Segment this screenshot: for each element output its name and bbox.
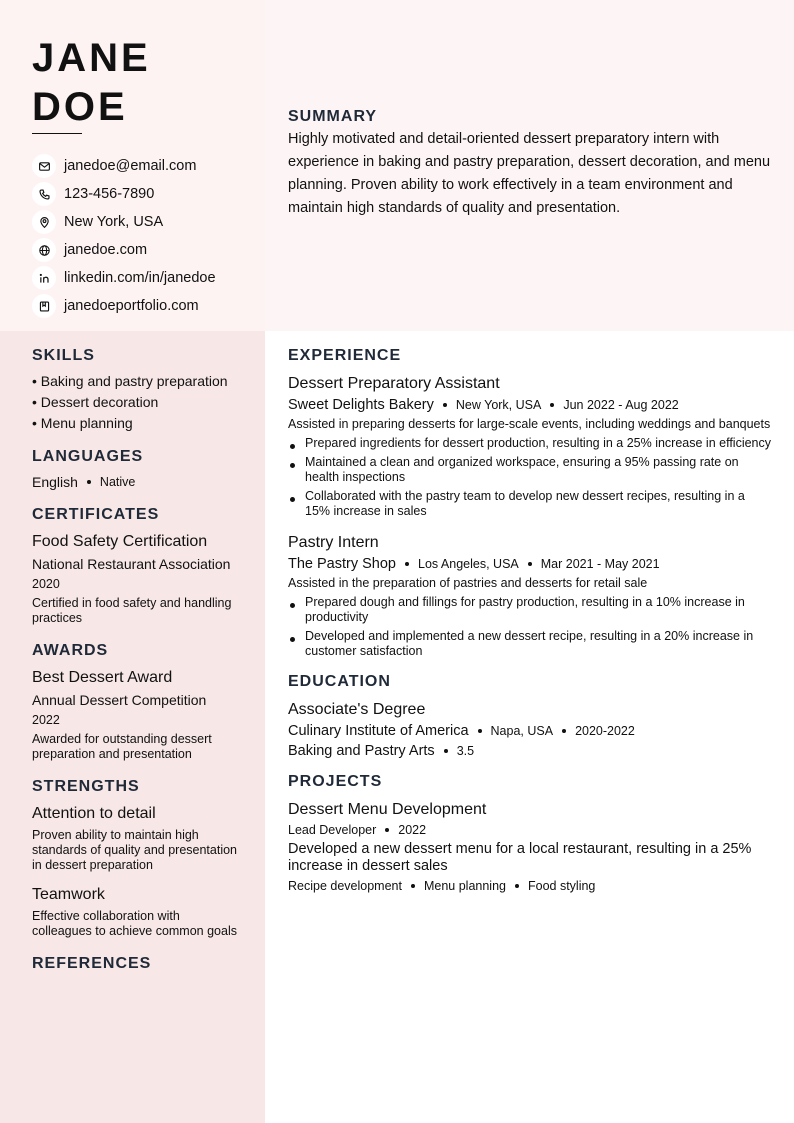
main-content [288, 347, 773, 907]
certificates-heading: CERTIFICATES [32, 506, 160, 523]
job-title: Dessert Preparatory Assistant [288, 375, 500, 392]
languages-section [32, 448, 242, 490]
job-dates: Mar 2021 - May 2021 [540, 557, 660, 571]
education-field-row [288, 743, 773, 759]
references-heading: REFERENCES [32, 955, 152, 972]
separator-dot [444, 749, 448, 753]
globe-icon [32, 238, 56, 262]
awards-heading: AWARDS [32, 642, 109, 659]
job-location: New York, USA [455, 398, 542, 412]
contact-portfolio[interactable] [32, 292, 216, 320]
job-company: The Pastry Shop [288, 556, 396, 572]
portfolio-icon [32, 294, 56, 318]
certificate-description: Certified in food safety and handling practices [32, 596, 232, 625]
contact-website[interactable] [32, 236, 216, 264]
phone-icon [32, 182, 56, 206]
strengths-heading: STRENGTHS [32, 778, 140, 795]
education-section [288, 673, 773, 759]
job-title: Pastry Intern [288, 534, 379, 551]
job-bullet: Collaborated with the pastry team to develop new dessert recipes, resulting in a 15% increase in sales [288, 489, 773, 519]
contact-list [32, 152, 216, 320]
education-degree: Associate's Degree [288, 701, 426, 718]
separator-dot [405, 562, 409, 566]
education-gpa: 3.5 [456, 744, 475, 758]
job-bullets [288, 595, 773, 659]
job-description: Assisted in the preparation of pastries and desserts for retail sale [288, 576, 648, 590]
award-name: Best Dessert Award [32, 669, 173, 686]
job-dates: Jun 2022 - Aug 2022 [563, 398, 679, 412]
education-school: Culinary Institute of America [288, 723, 469, 739]
award-issuer: Annual Dessert Competition [32, 692, 207, 708]
project-role: Lead Developer [288, 823, 377, 837]
award-year: 2022 [32, 713, 60, 727]
certificate-name: Food Safety Certification [32, 533, 208, 550]
separator-dot [515, 884, 519, 888]
references-section [32, 955, 242, 973]
sidebar-content [32, 347, 242, 989]
experience-section [288, 347, 773, 659]
awards-section [32, 642, 242, 762]
job-entry [288, 533, 773, 659]
job-bullets [288, 436, 773, 519]
award-description: Awarded for outstanding dessert preparation and presentation [32, 732, 212, 761]
strengths-section [32, 778, 242, 939]
job-company: Sweet Delights Bakery [288, 397, 434, 413]
language-item [32, 474, 242, 490]
separator-dot [385, 828, 389, 832]
location-pin-icon [32, 210, 56, 234]
summary-heading: SUMMARY [288, 108, 378, 125]
skills-section [32, 347, 242, 432]
strength-name: Teamwork [32, 886, 105, 903]
separator-dot [550, 403, 554, 407]
contact-linkedin[interactable] [32, 264, 216, 292]
project-tags [288, 879, 773, 893]
separator-dot [443, 403, 447, 407]
name-line-last: DOE [32, 85, 128, 129]
job-bullet: Developed and implemented a new dessert recipe, resulting in a 20% increase in customer satisfaction [288, 629, 773, 659]
job-description: Assisted in preparing desserts for large-scale events, including weddings and banquets [288, 417, 771, 431]
skill-item: • Dessert decoration [32, 394, 159, 410]
certificate-year: 2020 [32, 577, 60, 591]
job-meta [288, 556, 773, 572]
education-dates: 2020-2022 [575, 724, 635, 738]
skill-item: • Menu planning [32, 415, 133, 431]
project-year: 2022 [398, 823, 427, 837]
languages-heading: LANGUAGES [32, 448, 144, 465]
job-bullet: Prepared ingredients for dessert production, resulting in a 25% increase in efficiency [288, 436, 773, 451]
contact-phone[interactable] [32, 180, 216, 208]
projects-heading: PROJECTS [288, 773, 383, 790]
education-location: Napa, USA [490, 724, 554, 738]
skill-item: • Baking and pastry preparation [32, 373, 228, 389]
contact-email-text: janedoe@email.com [64, 158, 197, 174]
contact-phone-text: 123-456-7890 [64, 186, 155, 202]
contact-location [32, 208, 216, 236]
summary-section [288, 108, 773, 220]
separator-dot [562, 729, 566, 733]
separator-dot [478, 729, 482, 733]
job-bullet: Prepared dough and fillings for pastry production, resulting in a 10% increase in productivity [288, 595, 773, 625]
name-line-first: JANE [32, 36, 151, 80]
education-field: Baking and Pastry Arts [288, 743, 435, 759]
mail-icon [32, 154, 56, 178]
project-tag: Food styling [527, 879, 596, 893]
contact-email[interactable] [32, 152, 216, 180]
separator-dot [411, 884, 415, 888]
job-location: Los Angeles, USA [418, 557, 519, 571]
name-divider [32, 133, 82, 134]
contact-linkedin-text: linkedin.com/in/janedoe [64, 270, 216, 286]
education-meta [288, 723, 773, 739]
job-meta [288, 397, 773, 413]
job-entry [288, 374, 773, 519]
strength-description: Effective collaboration with colleagues to achieve common goals [32, 909, 237, 938]
experience-heading: EXPERIENCE [288, 347, 402, 364]
project-meta [288, 823, 773, 837]
project-description: Developed a new dessert menu for a local restaurant, resulting in a 25% increase in dessert sales [288, 841, 752, 874]
separator-dot [87, 480, 91, 484]
language-level: Native [99, 475, 136, 489]
project-name: Dessert Menu Development [288, 801, 487, 818]
job-bullet: Maintained a clean and organized workspace, ensuring a 95% passing rate on health inspections [288, 455, 773, 485]
candidate-name [32, 34, 151, 132]
summary-text: Highly motivated and detail-oriented dessert preparatory intern with experience in baking and pastry preparation, dessert decoration, and menu planning. Proven ability to work effectively in a team environment and maintain high standards of quality and presentation. [288, 131, 771, 216]
strength-description: Proven ability to maintain high standards of quality and presentation in dessert preparation [32, 828, 237, 872]
contact-website-text: janedoe.com [64, 242, 148, 258]
separator-dot [528, 562, 532, 566]
projects-section [288, 773, 773, 893]
education-heading: EDUCATION [288, 673, 391, 690]
certificate-issuer: National Restaurant Association [32, 556, 231, 572]
linkedin-icon [32, 266, 56, 290]
contact-location-text: New York, USA [64, 214, 164, 230]
contact-portfolio-text: janedoeportfolio.com [64, 298, 199, 314]
strength-name: Attention to detail [32, 805, 156, 822]
skills-heading: SKILLS [32, 347, 95, 364]
project-tag: Menu planning [423, 879, 506, 893]
language-name: English [32, 474, 78, 490]
project-tag: Recipe development [288, 879, 402, 893]
certificates-section [32, 506, 242, 626]
